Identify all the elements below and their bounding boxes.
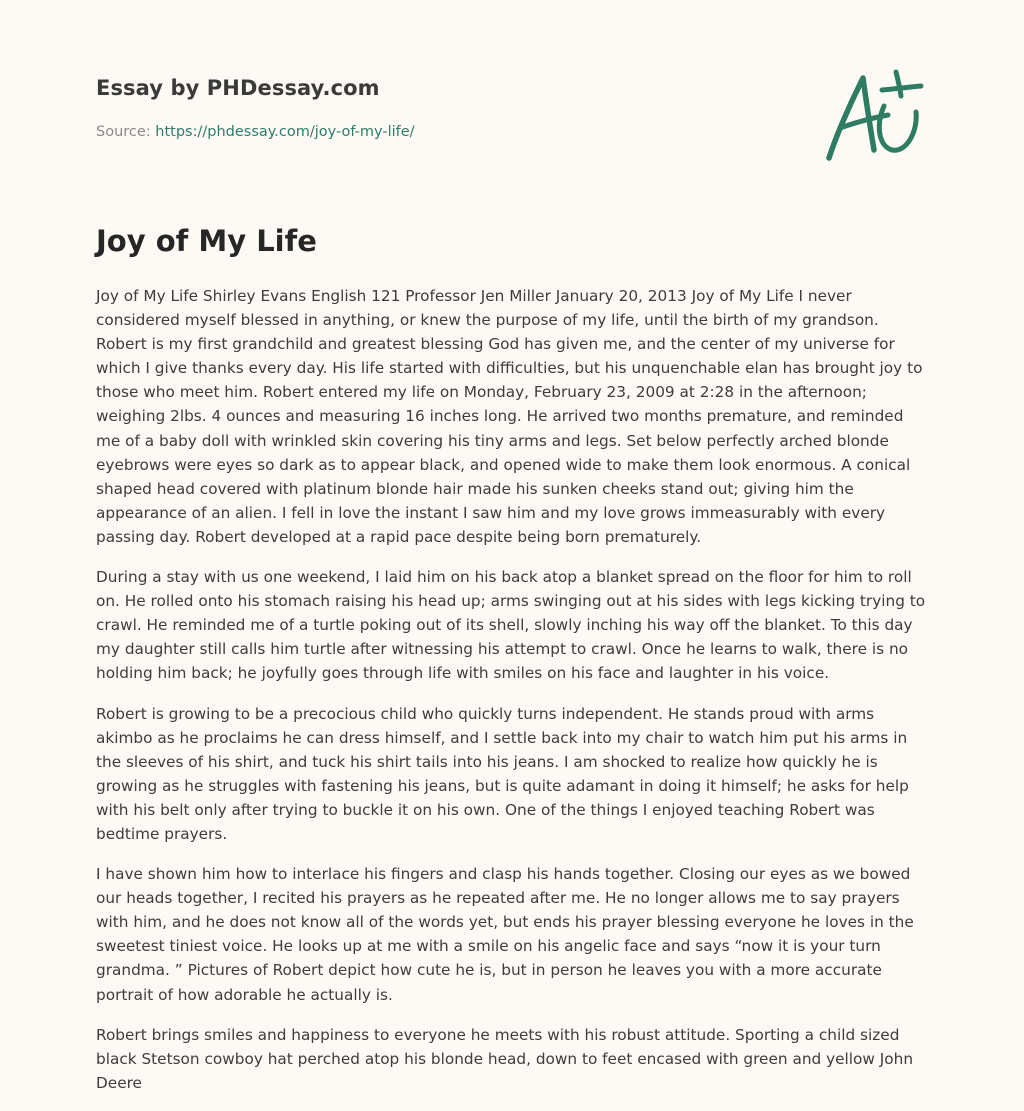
essay-paragraph: Joy of My Life Shirley Evans English 121 Professor Jen Miller January 20, 2013 Joy of My Life I never considered myself blessed in anything, or knew the purpose of my life, until the birth of my grandson. Robert is my first grandchild and greatest blessing God has given me, and the center of my universe for which I give thanks every day. His life started with difficulties, but his unquenchable elan has brought joy to those who meet him. Robert entered my life on Monday, February 23, 2009 at 2:28 in the afternoon; weighing 2lbs. 4 ounces and measuring 16 inches long. He arrived two months premature, and reminded me of a baby doll with wrinkled skin covering his tiny arms and legs. Set below perfectly arched blonde eyebrows were eyes so dark as to appear black, and opened wide to make them look enormous. A conical shaped head covered with platinum blonde hair made his sunken cheeks stand out; giving him the appearance of an alien. I fell in love the instant I saw him and my love grows immeasurably with every passing day. Robert developed at a rapid pace despite being born prematurely. xyxy=(96,287,923,546)
essay-paragraph: I have shown him how to interlace his fingers and clasp his hands together. Closing our eyes as we bowed our heads together, I recited his prayers as he repeated after me. He no longer allows me to say prayers with him, and he does not know all of the words yet, but ends his prayer blessing everyone he loves in the sweetest tiniest voice. He looks up at me with a smile on his angelic face and says “now it is your turn grandma. ” Pictures of Robert depict how cute he is, but in person he leaves you with a more accurate portrait of how adorable he actually is. xyxy=(96,865,914,1004)
essay-body xyxy=(96,284,932,1111)
essay-title: Joy of My Life xyxy=(96,224,317,258)
a-plus-grade-icon xyxy=(818,66,928,166)
essay-paragraph: Robert is growing to be a precocious child who quickly turns independent. He stands proud with arms akimbo as he proclaims he can dress himself, and I settle back into my chair to watch him put his arms in the sleeves of his shirt, and tuck his shirt tails into his jeans. I am shocked to realize how quickly he is growing as he struggles with fastening his jeans, but is quite adamant in doing it himself; he asks for help with his belt only after trying to buckle it on his own. One of the things I enjoyed teaching Robert was bedtime prayers. xyxy=(96,704,909,843)
source-line xyxy=(96,124,415,140)
essay-paragraph: During a stay with us one weekend, I laid him on his back atop a blanket spread on the floor for him to roll on. He rolled onto his stomach raising his head up; arms swinging out at his sides with legs kicking trying to crawl. He reminded me of a turtle poking out of its shell, slowly inching his way off the blanket. To this day my daughter still calls him turtle after witnessing his attempt to crawl. Once he learns to walk, there is no holding him back; he joyfully goes through life with smiles on his face and laughter in his voice. xyxy=(96,568,926,683)
brand-title: Essay by PHDessay.com xyxy=(96,76,380,100)
source-link[interactable]: https://phdessay.com/joy-of-my-life/ xyxy=(155,124,415,140)
essay-paragraph: Robert brings smiles and happiness to everyone he meets with his robust attitude. Sporting a child sized black Stetson cowboy hat perched atop his blonde head, down to feet encased with green and yellow John Deere xyxy=(96,1025,914,1092)
source-label: Source: xyxy=(96,124,156,140)
